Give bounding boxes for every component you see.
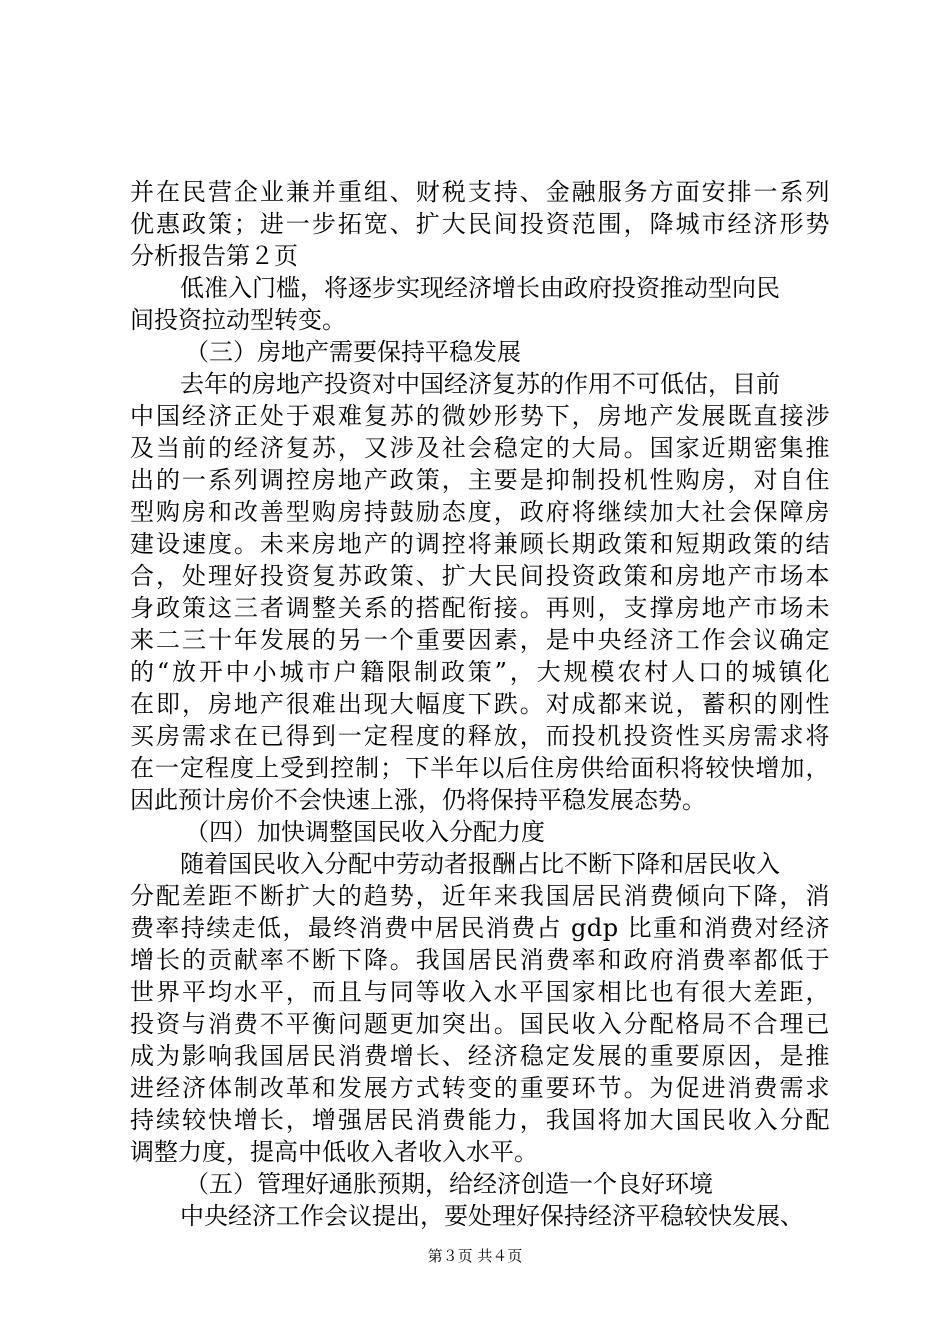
text-line: （三）房地产需要保持平稳发展 — [185, 338, 521, 366]
text-line: 分析报告第２页 — [130, 242, 298, 270]
text-line: 优惠政策；进一步拓宽、扩大民间投资范围，降城市经济形势 — [130, 210, 830, 238]
text-line: 中国经济正处于艰难复苏的微妙形势下，房地产发展既直接涉 — [130, 402, 830, 430]
text-line: 调整力度，提高中低收入者收入水平。 — [130, 1138, 538, 1166]
text-line: 增长的贡献率不断下降。我国居民消费率和政府消费率都低于 — [130, 946, 830, 974]
text-line: 出的一系列调控房地产政策，主要是抑制投机性购房，对自住 — [130, 466, 830, 494]
text-line: 去年的房地产投资对中国经济复苏的作用不可低估，目前 — [180, 370, 780, 398]
text-line: （四）加快调整国民收入分配力度 — [185, 818, 545, 846]
text-line: 世界平均水平，而且与同等收入水平国家相比也有很大差距， — [130, 978, 830, 1006]
text-line: 间投资拉动型转变。 — [130, 306, 346, 334]
text-line: 并在民营企业兼并重组、财税支持、金融服务方面安排一系列 — [130, 178, 830, 206]
text-line: 进经济体制改革和发展方式转变的重要环节。为促进消费需求 — [130, 1074, 830, 1102]
text-line: 的“放开中小城市户籍限制政策”，大规模农村人口的城镇化 — [130, 658, 830, 686]
text-line: 中央经济工作会议提出，要处理好保持经济平稳较快发展、 — [180, 1202, 804, 1230]
text-line: 持续较快增长，增强居民消费能力，我国将加大国民收入分配 — [130, 1106, 830, 1134]
text-line: 分配差距不断扩大的趋势，近年来我国居民消费倾向下降，消 — [130, 882, 830, 910]
text-line: 建设速度。未来房地产的调控将兼顾长期政策和短期政策的结 — [130, 530, 830, 558]
text-line: 身政策这三者调整关系的搭配衔接。再则，支撑房地产市场未 — [130, 594, 830, 622]
text-line: （五）管理好通胀预期，给经济创造一个良好环境 — [185, 1170, 713, 1198]
text-line: 成为影响我国居民消费增长、经济稳定发展的重要原因，是推 — [130, 1042, 830, 1070]
text-line: 来二三十年发展的另一个重要因素，是中央经济工作会议确定 — [130, 626, 830, 654]
text-line: 低准入门槛，将逐步实现经济增长由政府投资推动型向民 — [180, 274, 780, 302]
text-line: 因此预计房价不会快速上涨，仍将保持平稳发展态势。 — [130, 786, 706, 814]
document-body — [130, 176, 830, 1232]
text-line: 型购房和改善型购房持鼓励态度，政府将继续加大社会保障房 — [130, 498, 830, 526]
text-line: 随着国民收入分配中劳动者报酬占比不断下降和居民收入 — [180, 850, 780, 878]
text-line: 在即，房地产很难出现大幅度下跌。对成都来说，蓄积的刚性 — [130, 690, 830, 718]
page-footer: 第３页 共４页 — [427, 1247, 523, 1265]
text-line: 买房需求在已得到一定程度的释放，而投机投资性买房需求将 — [130, 722, 830, 750]
text-line: 费率持续走低，最终消费中居民消费占 gdp 比重和消费对经济 — [130, 914, 830, 942]
text-line: 投资与消费不平衡问题更加突出。国民收入分配格局不合理已 — [130, 1010, 830, 1038]
text-line: 及当前的经济复苏，又涉及社会稳定的大局。国家近期密集推 — [130, 434, 830, 462]
text-line: 合，处理好投资复苏政策、扩大民间投资政策和房地产市场本 — [130, 562, 830, 590]
text-line: 在一定程度上受到控制；下半年以后住房供给面积将较快增加， — [130, 754, 830, 782]
